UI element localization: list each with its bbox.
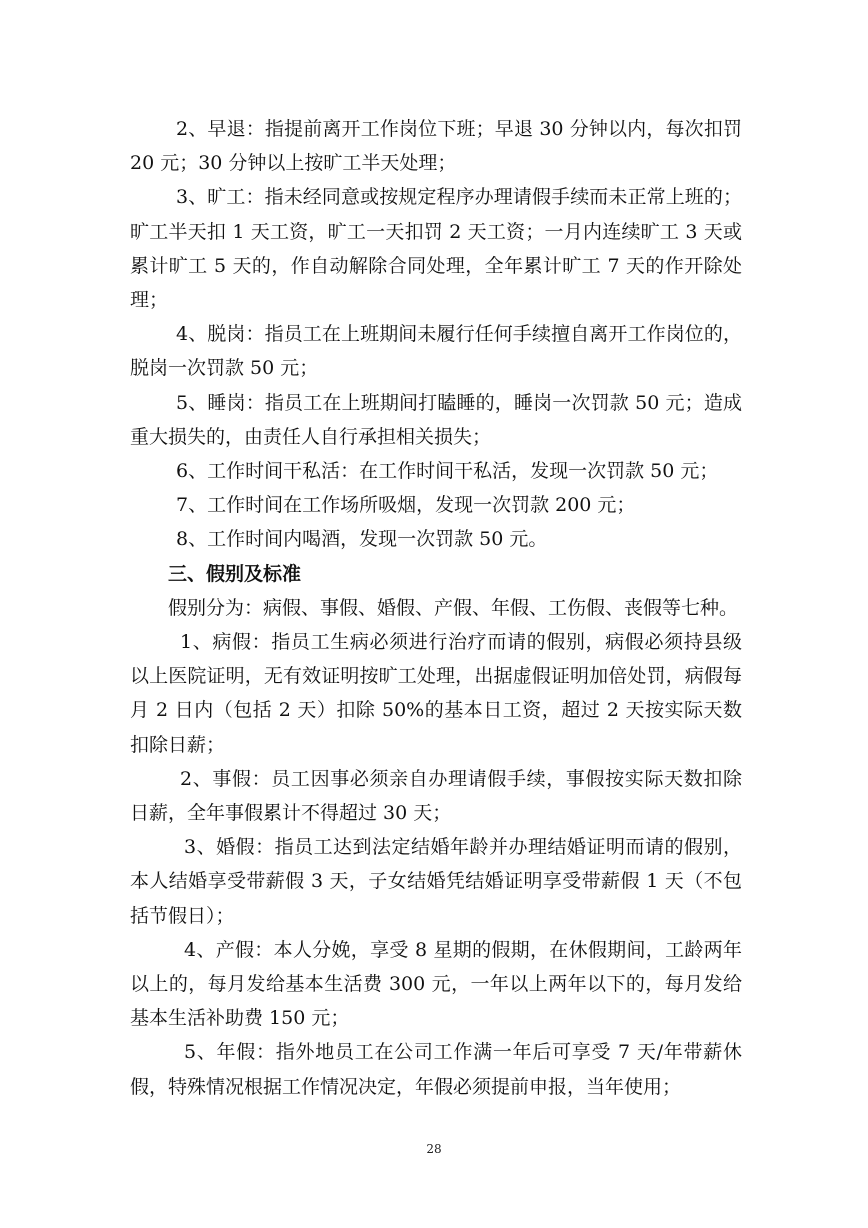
paragraph-personal-leave: 2、事假：员工因事必须亲自办理请假手续，事假按实际天数扣除日薪，全年事假累计不得超过 30 天； bbox=[130, 767, 742, 825]
paragraph-leaving-post: 4、脱岗：指员工在上班期间未履行任何手续擅自离开工作岗位的，脱岗一次罚款 50 元； bbox=[130, 323, 742, 380]
section-heading: 三、假别及标准 bbox=[168, 562, 302, 585]
paragraph-private-work: 6、工作时间干私活：在工作时间干私活，发现一次罚款 50 元； bbox=[176, 460, 719, 483]
paragraph-sick-leave: 1、病假：指员工生病必须进行治疗而请的假别，病假必须持县级以上医院证明，无有效证明按旷工处理，出据虚假证明加倍处罚，病假每月 2 日内（包括 2 天）扣除 50%的基本日工资，超过 2 天按实际天数扣除日薪； bbox=[130, 631, 742, 756]
paragraph-maternity-leave: 4、产假：本人分娩，享受 8 星期的假期，在休假期间，工龄两年以上的，每月发给基本生活费 300 元，一年以上两年以下的，每月发给基本生活补助费 150 元； bbox=[130, 938, 742, 1030]
paragraph-sleeping-on-duty: 5、睡岗：指员工在上班期间打瞌睡的，睡岗一次罚款 50 元；造成重大损失的，由责任人自行承担相关损失； bbox=[130, 391, 742, 448]
paragraph-leave-types: 假别分为：病假、事假、婚假、产假、年假、工伤假、丧假等七种。 bbox=[168, 596, 739, 619]
paragraph-smoking: 7、工作时间在工作场所吸烟，发现一次罚款 200 元； bbox=[176, 494, 636, 517]
page-number: 28 bbox=[426, 1142, 442, 1156]
paragraph-annual-leave: 5、年假：指外地员工在公司工作满一年后可享受 7 天/年带薪休假，特殊情况根据工作情况决定，年假必须提前申报，当年使用； bbox=[130, 1041, 742, 1098]
paragraph-drinking: 8、工作时间内喝酒，发现一次罚款 50 元。 bbox=[176, 528, 548, 551]
document-body bbox=[130, 112, 742, 1104]
paragraph-marriage-leave: 3、婚假：指员工达到法定结婚年龄并办理结婚证明而请的假别，本人结婚享受带薪假 3 天，子女结婚凭结婚证明享受带薪假 1 天（不包括节假日）； bbox=[130, 836, 742, 927]
paragraph-absenteeism: 3、旷工：指未经同意或按规定程序办理请假手续而未正常上班的；旷工半天扣 1 天工资，旷工一天扣罚 2 天工资；一月内连续旷工 3 天或累计旷工 5 天的，作自动解除合同处理，全年累计旷工 7 天的作开除处理； bbox=[130, 186, 742, 312]
paragraph-early-leave: 2、早退：指提前离开工作岗位下班；早退 30 分钟以内，每次扣罚 20 元；30 分钟以上按旷工半天处理； bbox=[130, 118, 742, 175]
